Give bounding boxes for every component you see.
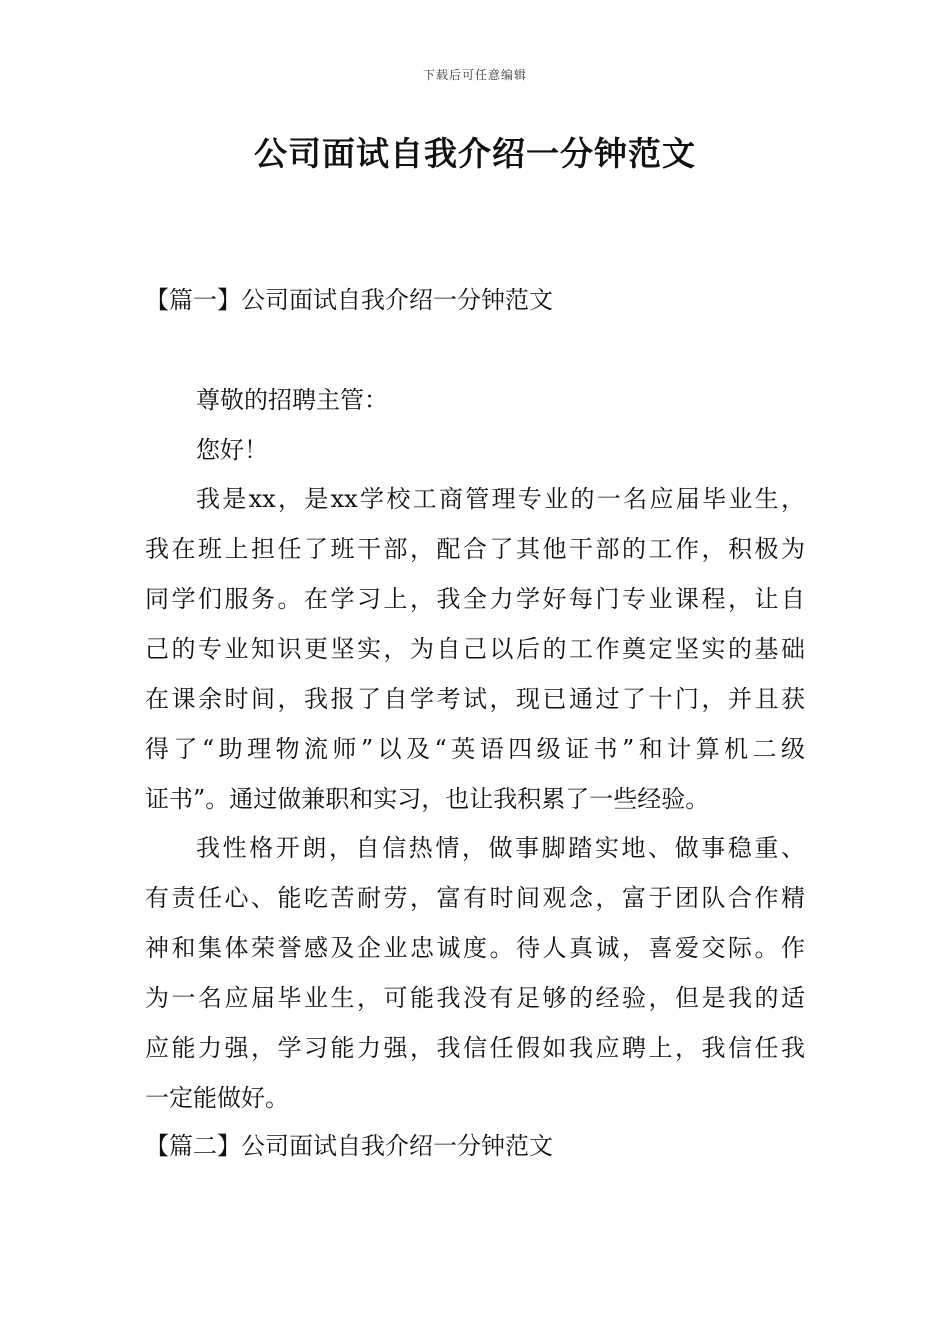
salutation: 尊敬的招聘主管：: [196, 386, 388, 414]
header-note: 下载后可任意编辑: [422, 68, 527, 82]
paragraph-1-line-7: 证书”。通过做兼职和实习，也让我积累了一些经验。: [145, 785, 710, 813]
paragraph-1-line-5: 在课余时间，我报了自学考试，现已通过了十门，并且获: [145, 685, 805, 713]
paragraph-2-line-6: 一定能做好。: [145, 1084, 289, 1112]
paragraph-2-line-5: 应能力强，学习能力强，我信任假如我应聘上，我信任我: [145, 1034, 805, 1062]
paragraph-1-line-3: 同学们服务。在学习上，我全力学好每门专业课程，让自: [145, 585, 805, 613]
paragraph-2-line-4: 为一名应届毕业生，可能我没有足够的经验，但是我的适: [145, 984, 805, 1012]
greeting-hello: 您好！: [196, 436, 268, 464]
paragraph-1-line-6: 得了“助理物流师”以及“英语四级证书”和计算机二级: [145, 735, 805, 763]
paragraph-2-line-2: 有责任心、能吃苦耐劳，富有时间观念，富于团队合作精: [145, 884, 805, 912]
document-title: 公司面试自我介绍一分钟范文: [254, 134, 696, 173]
section-heading-1: 【篇一】公司面试自我介绍一分钟范文: [145, 286, 553, 314]
paragraph-1-line-1: 我是xx，是xx学校工商管理专业的一名应届毕业生，: [196, 485, 805, 513]
section-heading-2: 【篇二】公司面试自我介绍一分钟范文: [145, 1132, 553, 1160]
paragraph-1-line-4: 己的专业知识更坚实，为自己以后的工作奠定坚实的基础: [145, 635, 805, 663]
paragraph-2-line-1: 我性格开朗，自信热情，做事脚踏实地、做事稳重、: [196, 834, 805, 862]
paragraph-1-line-2: 我在班上担任了班干部，配合了其他干部的工作，积极为: [145, 535, 805, 563]
paragraph-2-line-3: 神和集体荣誉感及企业忠诚度。待人真诚，喜爱交际。作: [145, 934, 805, 962]
